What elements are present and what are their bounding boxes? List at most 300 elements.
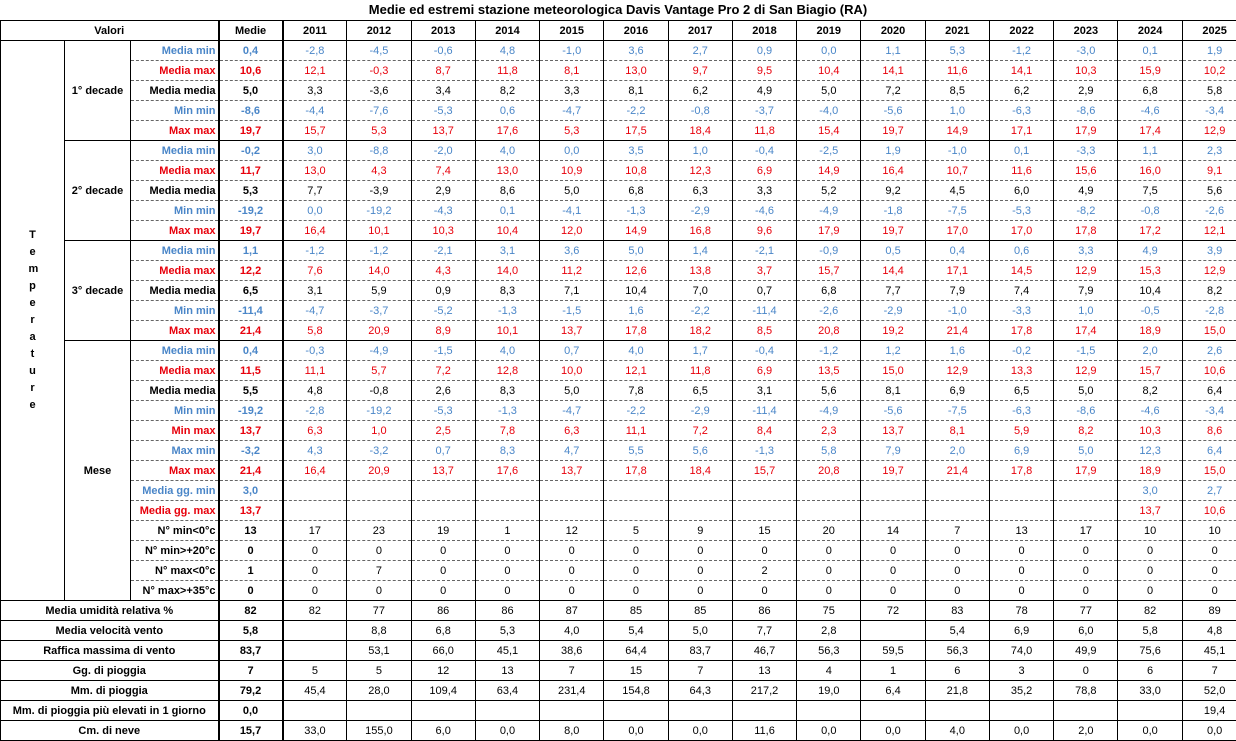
row-label: Gg. di pioggia — [1, 661, 219, 681]
value-cell: 0 — [989, 581, 1053, 601]
value-cell: 7,7 — [283, 181, 347, 201]
header-year: 2024 — [1118, 21, 1182, 41]
medie-cell: 82 — [219, 601, 283, 621]
value-cell: 18,4 — [668, 461, 732, 481]
value-cell: 5,8 — [1118, 621, 1182, 641]
value-cell: -2,0 — [411, 141, 475, 161]
value-cell: 5,4 — [925, 621, 989, 641]
table-row — [1, 381, 1236, 401]
value-cell: 4,0 — [540, 621, 604, 641]
value-cell — [604, 701, 668, 721]
value-cell: 17,2 — [1118, 221, 1182, 241]
header-year: 2012 — [347, 21, 411, 41]
value-cell: 14,1 — [861, 61, 925, 81]
table-row — [1, 341, 1236, 361]
value-cell: 15,0 — [861, 361, 925, 381]
table-row — [1, 321, 1236, 341]
value-cell: 33,0 — [1118, 681, 1182, 701]
value-cell — [861, 621, 925, 641]
value-cell: -2,9 — [668, 401, 732, 421]
value-cell: 13,7 — [540, 321, 604, 341]
value-cell: -0,4 — [732, 141, 796, 161]
value-cell: 0,1 — [475, 201, 539, 221]
medie-cell: 19,7 — [219, 121, 283, 141]
value-cell: 1,0 — [668, 141, 732, 161]
medie-cell: 13,7 — [219, 501, 283, 521]
value-cell: 1 — [475, 521, 539, 541]
value-cell: 5 — [347, 661, 411, 681]
value-cell: 6,0 — [989, 181, 1053, 201]
value-cell: 87 — [540, 601, 604, 621]
value-cell: 59,5 — [861, 641, 925, 661]
row-label: Media max — [131, 61, 219, 81]
table-row — [1, 181, 1236, 201]
value-cell: 2,7 — [668, 41, 732, 61]
value-cell: -1,3 — [475, 301, 539, 321]
medie-cell: 0,4 — [219, 341, 283, 361]
value-cell: 9 — [668, 521, 732, 541]
value-cell: -6,3 — [989, 101, 1053, 121]
value-cell: 5 — [283, 661, 347, 681]
value-cell: 7,9 — [1054, 281, 1118, 301]
value-cell: 13,5 — [797, 361, 861, 381]
value-cell: 16,4 — [283, 461, 347, 481]
header-valori: Valori — [1, 21, 219, 41]
value-cell: 8,2 — [1118, 381, 1182, 401]
value-cell: 3,3 — [283, 81, 347, 101]
table-row — [1, 661, 1236, 681]
value-cell: 14,9 — [797, 161, 861, 181]
value-cell: 5,0 — [1054, 381, 1118, 401]
value-cell — [283, 621, 347, 641]
header-year: 2023 — [1054, 21, 1118, 41]
value-cell: 4,3 — [347, 161, 411, 181]
value-cell: -2,5 — [797, 141, 861, 161]
value-cell: 5,0 — [797, 81, 861, 101]
value-cell: -2,9 — [668, 201, 732, 221]
group-label: 1° decade — [65, 41, 131, 141]
value-cell: 0 — [861, 581, 925, 601]
value-cell: 10,0 — [540, 361, 604, 381]
value-cell: -4,4 — [283, 101, 347, 121]
value-cell: 7,8 — [604, 381, 668, 401]
value-cell: 5,3 — [347, 121, 411, 141]
value-cell: 8,3 — [475, 441, 539, 461]
value-cell: 2,6 — [1182, 341, 1236, 361]
group-label: 3° decade — [65, 241, 131, 341]
value-cell: -1,3 — [732, 441, 796, 461]
value-cell: 10,3 — [411, 221, 475, 241]
value-cell — [283, 501, 347, 521]
value-cell: -2,6 — [797, 301, 861, 321]
table-row — [1, 521, 1236, 541]
value-cell: 45,4 — [283, 681, 347, 701]
value-cell: -3,4 — [1182, 401, 1236, 421]
value-cell: 2,9 — [1054, 81, 1118, 101]
value-cell: 8,8 — [347, 621, 411, 641]
value-cell: 6,9 — [925, 381, 989, 401]
value-cell: -6,3 — [989, 401, 1053, 421]
value-cell: 17,6 — [475, 121, 539, 141]
value-cell: 15,7 — [797, 261, 861, 281]
value-cell: 15,9 — [1118, 61, 1182, 81]
value-cell: 5,9 — [989, 421, 1053, 441]
value-cell: -19,2 — [347, 201, 411, 221]
value-cell — [475, 501, 539, 521]
value-cell: 17 — [283, 521, 347, 541]
medie-cell: 11,5 — [219, 361, 283, 381]
table-row — [1, 561, 1236, 581]
value-cell: 10,8 — [604, 161, 668, 181]
value-cell: 18,4 — [668, 121, 732, 141]
header-year: 2016 — [604, 21, 668, 41]
value-cell — [347, 701, 411, 721]
value-cell — [283, 701, 347, 721]
value-cell — [732, 481, 796, 501]
value-cell: -8,6 — [1054, 101, 1118, 121]
value-cell: 17,8 — [989, 461, 1053, 481]
value-cell: -3,7 — [732, 101, 796, 121]
value-cell — [1054, 501, 1118, 521]
value-cell: -8,6 — [1054, 401, 1118, 421]
value-cell: 0 — [1118, 541, 1182, 561]
value-cell: 12,1 — [283, 61, 347, 81]
value-cell: 6,2 — [989, 81, 1053, 101]
table-row — [1, 481, 1236, 501]
value-cell: 66,0 — [411, 641, 475, 661]
value-cell: 14,0 — [347, 261, 411, 281]
value-cell — [925, 701, 989, 721]
page-title: Medie ed estremi stazione meteorologica Davis Vantage Pro 2 di San Biagio (RA) — [0, 0, 1236, 20]
value-cell: 15,4 — [797, 121, 861, 141]
value-cell: 4,7 — [540, 441, 604, 461]
value-cell: 7,0 — [668, 281, 732, 301]
value-cell: 5,8 — [283, 321, 347, 341]
value-cell: 0,7 — [411, 441, 475, 461]
value-cell: -4,6 — [1118, 101, 1182, 121]
value-cell: 13,8 — [668, 261, 732, 281]
value-cell: 6,9 — [732, 161, 796, 181]
value-cell: 8,0 — [540, 721, 604, 741]
value-cell: -3,2 — [347, 441, 411, 461]
value-cell: 63,4 — [475, 681, 539, 701]
value-cell — [1054, 701, 1118, 721]
value-cell: 6,8 — [411, 621, 475, 641]
value-cell — [989, 501, 1053, 521]
value-cell: 6,0 — [1054, 621, 1118, 641]
value-cell: 3,3 — [732, 181, 796, 201]
value-cell: 0 — [347, 581, 411, 601]
value-cell: 10,4 — [475, 221, 539, 241]
value-cell: -0,2 — [989, 341, 1053, 361]
value-cell: -0,8 — [1118, 201, 1182, 221]
value-cell: 2,0 — [1054, 721, 1118, 741]
value-cell: 17,8 — [604, 461, 668, 481]
value-cell — [475, 481, 539, 501]
value-cell — [604, 501, 668, 521]
value-cell: 16,0 — [1118, 161, 1182, 181]
value-cell: 0 — [540, 581, 604, 601]
medie-cell: -11,4 — [219, 301, 283, 321]
value-cell: 16,4 — [283, 221, 347, 241]
value-cell: 0 — [540, 561, 604, 581]
value-cell: 13,7 — [411, 461, 475, 481]
medie-cell: -19,2 — [219, 401, 283, 421]
table-row — [1, 141, 1236, 161]
value-cell: 6,4 — [1182, 381, 1236, 401]
value-cell: 109,4 — [411, 681, 475, 701]
value-cell: 10,4 — [604, 281, 668, 301]
value-cell — [604, 481, 668, 501]
value-cell: 13 — [989, 521, 1053, 541]
value-cell: 0 — [797, 581, 861, 601]
table-row — [1, 81, 1236, 101]
value-cell: 20,9 — [347, 461, 411, 481]
table-row — [1, 121, 1236, 141]
value-cell: -2,2 — [604, 101, 668, 121]
value-cell: 3,1 — [283, 281, 347, 301]
value-cell: 45,1 — [475, 641, 539, 661]
value-cell: 0,9 — [732, 41, 796, 61]
value-cell: 0 — [797, 561, 861, 581]
value-cell: 3,4 — [411, 81, 475, 101]
value-cell — [732, 701, 796, 721]
header-row — [1, 21, 1236, 41]
value-cell: 10,6 — [1182, 361, 1236, 381]
value-cell: 7 — [925, 521, 989, 541]
value-cell — [283, 641, 347, 661]
value-cell: 0 — [732, 541, 796, 561]
value-cell: -1,2 — [347, 241, 411, 261]
value-cell: 16,8 — [668, 221, 732, 241]
table-row — [1, 241, 1236, 261]
row-label: N° min<0°c — [131, 521, 219, 541]
value-cell: 0 — [989, 541, 1053, 561]
value-cell: 5,8 — [1182, 81, 1236, 101]
medie-cell: 0,0 — [219, 701, 283, 721]
value-cell: 2 — [732, 561, 796, 581]
value-cell: 5,7 — [347, 361, 411, 381]
row-label: Min max — [131, 421, 219, 441]
value-cell: 13,3 — [989, 361, 1053, 381]
value-cell: 12 — [540, 521, 604, 541]
value-cell: 14,4 — [861, 261, 925, 281]
value-cell: 8,2 — [1182, 281, 1236, 301]
value-cell: 1,2 — [861, 341, 925, 361]
value-cell: -7,5 — [925, 401, 989, 421]
value-cell: 0,6 — [475, 101, 539, 121]
value-cell: 8,2 — [1054, 421, 1118, 441]
value-cell: 0 — [797, 541, 861, 561]
value-cell: 10,4 — [797, 61, 861, 81]
value-cell: 10,9 — [540, 161, 604, 181]
value-cell: 0,0 — [668, 721, 732, 741]
value-cell: -19,2 — [347, 401, 411, 421]
value-cell: 3,1 — [732, 381, 796, 401]
value-cell: 11,1 — [604, 421, 668, 441]
value-cell: 9,5 — [732, 61, 796, 81]
value-cell: 56,3 — [925, 641, 989, 661]
value-cell: -2,8 — [283, 401, 347, 421]
value-cell: 19,7 — [861, 121, 925, 141]
value-cell: -2,2 — [604, 401, 668, 421]
value-cell: 8,1 — [540, 61, 604, 81]
value-cell: 17,8 — [604, 321, 668, 341]
value-cell: 7,8 — [475, 421, 539, 441]
value-cell: 78,8 — [1054, 681, 1118, 701]
value-cell: 1 — [861, 661, 925, 681]
value-cell: -3,9 — [347, 181, 411, 201]
value-cell: 5,0 — [668, 621, 732, 641]
value-cell: 13,0 — [604, 61, 668, 81]
value-cell: 9,6 — [732, 221, 796, 241]
value-cell: 6 — [1118, 661, 1182, 681]
value-cell: 6,9 — [989, 441, 1053, 461]
value-cell: 0 — [411, 541, 475, 561]
medie-cell: -0,2 — [219, 141, 283, 161]
value-cell: 5 — [604, 521, 668, 541]
value-cell: -2,2 — [668, 301, 732, 321]
value-cell: 15 — [604, 661, 668, 681]
value-cell — [475, 701, 539, 721]
group-label: 2° decade — [65, 141, 131, 241]
value-cell: 17,8 — [1054, 221, 1118, 241]
value-cell: -2,1 — [732, 241, 796, 261]
value-cell — [668, 481, 732, 501]
value-cell: 14 — [861, 521, 925, 541]
value-cell: 82 — [1118, 601, 1182, 621]
value-cell: 0 — [604, 541, 668, 561]
value-cell: 7,2 — [668, 421, 732, 441]
value-cell: 6,9 — [732, 361, 796, 381]
value-cell: 4,3 — [283, 441, 347, 461]
value-cell: 0 — [1182, 541, 1236, 561]
value-cell: 13,7 — [861, 421, 925, 441]
value-cell: -5,3 — [989, 201, 1053, 221]
value-cell: 6,4 — [861, 681, 925, 701]
value-cell: 17,4 — [1118, 121, 1182, 141]
value-cell: 1,4 — [668, 241, 732, 261]
value-cell: 2,0 — [925, 441, 989, 461]
value-cell: 10,7 — [925, 161, 989, 181]
row-label: Max max — [131, 321, 219, 341]
value-cell: 8,6 — [475, 181, 539, 201]
value-cell — [861, 501, 925, 521]
value-cell: 11,6 — [925, 61, 989, 81]
value-cell: 15,7 — [1118, 361, 1182, 381]
row-label: Media max — [131, 361, 219, 381]
value-cell: 8,1 — [861, 381, 925, 401]
value-cell: 0 — [475, 541, 539, 561]
value-cell: -1,0 — [925, 301, 989, 321]
header-year: 2020 — [861, 21, 925, 41]
value-cell: 12,9 — [1182, 121, 1236, 141]
group-label: Mese — [65, 341, 131, 601]
value-cell: 0 — [411, 561, 475, 581]
value-cell: 10,1 — [475, 321, 539, 341]
value-cell — [732, 501, 796, 521]
row-label: Media velocità vento — [1, 621, 219, 641]
value-cell: 8,3 — [475, 381, 539, 401]
value-cell: 17,9 — [797, 221, 861, 241]
value-cell: 15,0 — [1182, 321, 1236, 341]
value-cell: 10,3 — [1118, 421, 1182, 441]
value-cell: 0 — [283, 541, 347, 561]
value-cell: -4,6 — [732, 201, 796, 221]
value-cell: 18,9 — [1118, 321, 1182, 341]
value-cell: 23 — [347, 521, 411, 541]
value-cell: 5,0 — [1054, 441, 1118, 461]
medie-cell: -3,2 — [219, 441, 283, 461]
value-cell: 49,9 — [1054, 641, 1118, 661]
row-label: N° max<0°c — [131, 561, 219, 581]
table-row — [1, 641, 1236, 661]
medie-cell: 5,0 — [219, 81, 283, 101]
value-cell: -0,8 — [347, 381, 411, 401]
table-row — [1, 421, 1236, 441]
value-cell: 11,6 — [732, 721, 796, 741]
value-cell: -1,5 — [540, 301, 604, 321]
table-row — [1, 541, 1236, 561]
value-cell: 20 — [797, 521, 861, 541]
value-cell: 7,7 — [732, 621, 796, 641]
value-cell: 20,9 — [347, 321, 411, 341]
value-cell: 13,7 — [411, 121, 475, 141]
value-cell: 6,3 — [540, 421, 604, 441]
medie-cell: 0,4 — [219, 41, 283, 61]
value-cell: 14,1 — [989, 61, 1053, 81]
table-row — [1, 681, 1236, 701]
table-row — [1, 301, 1236, 321]
value-cell: -11,4 — [732, 301, 796, 321]
value-cell: 7,2 — [411, 361, 475, 381]
value-cell: 17,9 — [1054, 121, 1118, 141]
value-cell: 5,3 — [475, 621, 539, 641]
value-cell: 0 — [668, 581, 732, 601]
row-label: N° min>+20°c — [131, 541, 219, 561]
value-cell: 20,8 — [797, 321, 861, 341]
table-row — [1, 621, 1236, 641]
value-cell: 19,7 — [861, 461, 925, 481]
value-cell: 0,5 — [861, 241, 925, 261]
value-cell: 3,6 — [604, 41, 668, 61]
medie-cell: 19,7 — [219, 221, 283, 241]
value-cell: -2,6 — [1182, 201, 1236, 221]
value-cell: 4,9 — [1054, 181, 1118, 201]
value-cell: 10,3 — [1054, 61, 1118, 81]
value-cell: 217,2 — [732, 681, 796, 701]
value-cell: 3,9 — [1182, 241, 1236, 261]
value-cell: 7,1 — [540, 281, 604, 301]
value-cell: 0,4 — [925, 241, 989, 261]
value-cell: 7,4 — [989, 281, 1053, 301]
value-cell: -2,8 — [283, 41, 347, 61]
value-cell: 85 — [668, 601, 732, 621]
value-cell: 12,3 — [668, 161, 732, 181]
value-cell: 2,3 — [1182, 141, 1236, 161]
table-row — [1, 361, 1236, 381]
value-cell: 0 — [861, 541, 925, 561]
value-cell: 6 — [925, 661, 989, 681]
value-cell: -1,2 — [797, 341, 861, 361]
table-row — [1, 161, 1236, 181]
value-cell: 9,7 — [668, 61, 732, 81]
value-cell: 8,1 — [604, 81, 668, 101]
medie-cell: 1,1 — [219, 241, 283, 261]
value-cell: 5,0 — [604, 241, 668, 261]
row-label: Min min — [131, 301, 219, 321]
value-cell: 0 — [540, 541, 604, 561]
